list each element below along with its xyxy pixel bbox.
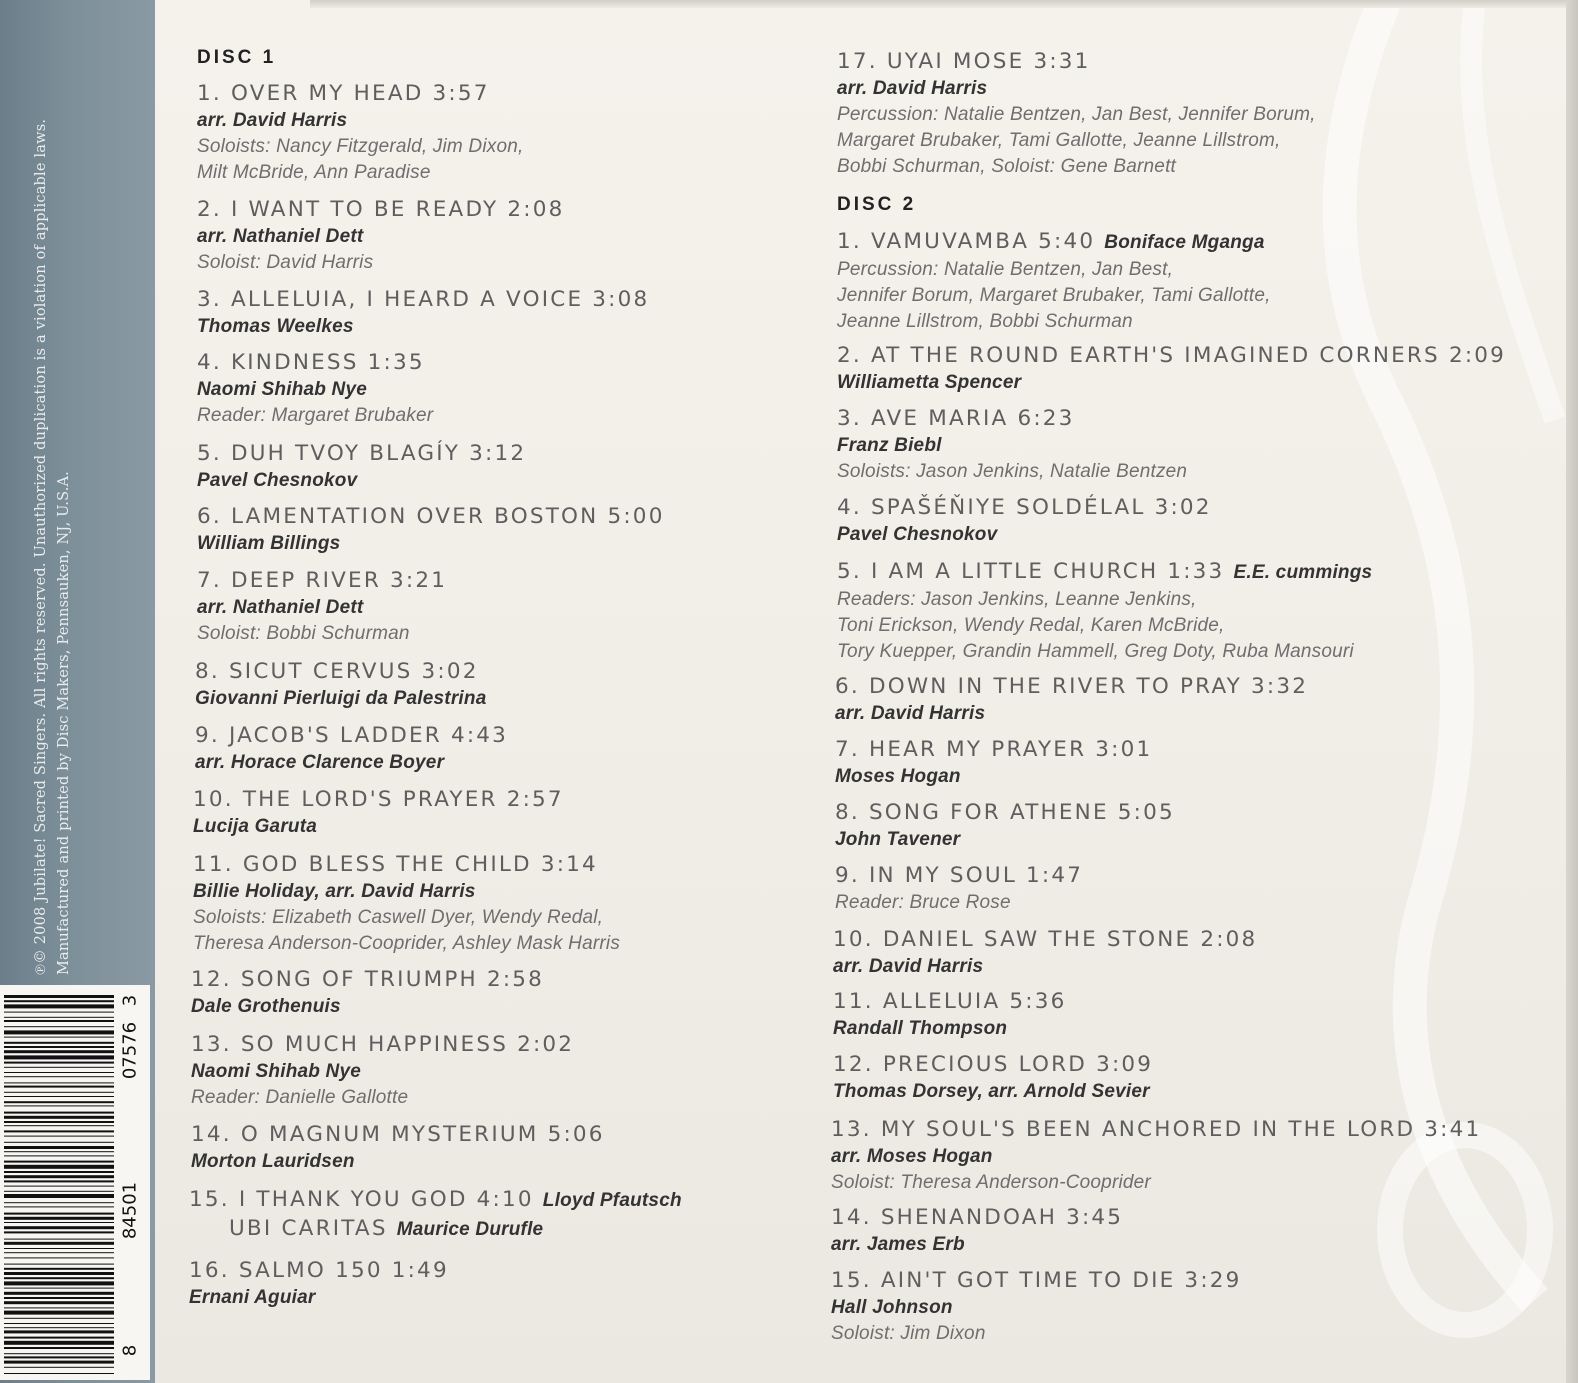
barcode-bar <box>4 1121 114 1123</box>
track-credit: Toni Erickson, Wendy Redal, Karen McBride, <box>837 615 1225 636</box>
track-title <box>189 1186 682 1215</box>
track-composer: Lloyd Pfautsch <box>542 1190 682 1211</box>
track-item <box>197 196 564 276</box>
barcode-bar <box>4 1125 114 1126</box>
track-composer: Thomas Dorsey, arr. Arnold Sevier <box>833 1081 1150 1102</box>
barcode-bar <box>4 1264 114 1265</box>
barcode-bar <box>4 1337 114 1339</box>
track-credit: Soloist: David Harris <box>197 252 374 273</box>
track-item <box>191 1031 574 1111</box>
barcode-bar <box>4 1252 114 1253</box>
track-composer: arr. David Harris <box>197 110 348 131</box>
track-composer: Pavel Chesnokov <box>837 524 998 545</box>
track-credit: Reader: Margaret Brubaker <box>197 405 434 426</box>
track-credit: Soloists: Jason Jenkins, Natalie Bentzen <box>837 461 1188 482</box>
track-item <box>193 851 620 957</box>
barcode-bar <box>4 1281 114 1285</box>
barcode-bar <box>4 1101 114 1103</box>
barcode-bar <box>4 1161 114 1163</box>
track-item <box>835 862 1083 916</box>
track-composer: Naomi Shihab Nye <box>191 1061 362 1082</box>
track-title: 5. DUH TVOY BLAGÍY 3:12 <box>197 441 527 466</box>
track-title: 12. PRECIOUS LORD 3:09 <box>833 1052 1154 1077</box>
track-composer: arr. David Harris <box>835 703 986 724</box>
track-composer: Maurice Durufle <box>396 1219 544 1240</box>
track-composer: arr. David Harris <box>837 78 988 99</box>
barcode-bar <box>4 1030 114 1034</box>
track-credit: Reader: Danielle Gallotte <box>191 1087 409 1108</box>
barcode-bar <box>4 1004 114 1008</box>
track-title: 10. DANIEL SAW THE STONE 2:08 <box>833 927 1258 952</box>
track-credit: Soloists: Elizabeth Caswell Dyer, Wendy Redal, <box>193 907 604 928</box>
track-item <box>197 440 526 494</box>
track-composer: Randall Thompson <box>833 1018 1008 1039</box>
manufacturer-line: Manufactured and printed by Disc Makers, Pennsauken, NJ, U.S.A. <box>56 471 72 975</box>
track-title: 4. KINDNESS 1:35 <box>197 350 425 375</box>
track-item <box>189 1186 682 1244</box>
track-item <box>197 349 433 429</box>
track-title: 13. MY SOUL'S BEEN ANCHORED IN THE LORD 3:41 <box>831 1117 1482 1142</box>
track-title: 7. HEAR MY PRAYER 3:01 <box>835 737 1153 762</box>
track-composer: Ernani Aguiar <box>189 1287 316 1308</box>
track-composer: Billie Holiday, arr. David Harris <box>193 881 476 902</box>
track-credit: Reader: Bruce Rose <box>835 892 1011 913</box>
track-composer: arr. Horace Clarence Boyer <box>195 752 445 773</box>
barcode-bar <box>4 1268 114 1270</box>
barcode-bar <box>4 1242 114 1245</box>
barcode-bar <box>4 1277 114 1279</box>
barcode-bar <box>4 1076 114 1077</box>
track-credit: Percussion: Natalie Bentzen, Jan Best, Jennifer Borum, <box>837 104 1316 125</box>
barcode-digit-group: 3 <box>119 994 141 1007</box>
track-composer: arr. Nathaniel Dett <box>197 226 364 247</box>
disc-heading: DISC 2 <box>837 194 917 215</box>
barcode-bar <box>4 1361 114 1364</box>
track-composer: arr. Moses Hogan <box>831 1146 993 1167</box>
track-title: 11. GOD BLESS THE CHILD 3:14 <box>193 852 598 877</box>
barcode-bar <box>4 1231 114 1233</box>
barcode-bars <box>4 995 114 1375</box>
track-composer: Williametta Spencer <box>837 372 1022 393</box>
copyright-line: ℗© 2008 Jubilate! Sacred Singers. All rights reserved. Unauthorized duplication is a violation of applicable laws. <box>33 118 49 975</box>
track-item <box>837 405 1187 485</box>
track-item <box>837 342 1506 396</box>
track-composer: William Billings <box>197 533 341 554</box>
barcode-bar <box>4 1202 114 1203</box>
track-title: 11. ALLELUIA 5:36 <box>833 989 1067 1014</box>
track-item <box>833 1051 1153 1105</box>
track-item <box>197 80 523 186</box>
barcode-bar <box>4 1042 114 1044</box>
barcode-bar <box>4 1341 114 1345</box>
track-title: 6. DOWN IN THE RIVER TO PRAY 3:32 <box>835 674 1309 699</box>
disc-heading: DISC 1 <box>197 47 277 68</box>
barcode-bar <box>4 1130 114 1132</box>
track-item <box>835 673 1308 727</box>
track-item <box>197 503 665 557</box>
track-item <box>195 722 508 776</box>
barcode-digits <box>118 985 148 1380</box>
track-credit: Readers: Jason Jenkins, Leanne Jenkins, <box>837 589 1197 610</box>
track-credit: Soloists: Nancy Fitzgerald, Jim Dixon, <box>197 136 524 157</box>
barcode-bar <box>4 1026 114 1027</box>
track-title: 3. ALLELUIA, I HEARD A VOICE 3:08 <box>197 287 650 312</box>
track-credit: Milt McBride, Ann Paradise <box>197 162 431 183</box>
barcode-bar <box>4 1327 114 1328</box>
barcode-bar <box>4 1171 114 1173</box>
track-composer: Morton Lauridsen <box>191 1151 355 1172</box>
barcode-bar <box>4 1307 114 1308</box>
track-title: 4. SPAŠÉŇIYE SOLDÉLAL 3:02 <box>837 495 1212 520</box>
track-credit: Margaret Brubaker, Tami Gallotte, Jeanne Lillstrom, <box>837 130 1281 151</box>
barcode-bar <box>4 1092 114 1093</box>
track-item <box>831 1204 1123 1258</box>
track-subtitle-text: UBI CARITAS <box>229 1216 388 1241</box>
track-title: 9. IN MY SOUL 1:47 <box>835 863 1084 888</box>
barcode-bar <box>4 1248 114 1249</box>
barcode-bar <box>4 1191 114 1192</box>
track-title <box>837 558 1372 587</box>
track-title-text: 5. I AM A LITTLE CHURCH 1:33 <box>837 559 1225 584</box>
barcode-bar <box>4 1155 114 1156</box>
barcode-digit-group: 8 <box>119 1344 141 1357</box>
track-title: 13. SO MUCH HAPPINESS 2:02 <box>191 1032 575 1057</box>
barcode-bar <box>4 1353 114 1354</box>
barcode-bar <box>4 1180 114 1182</box>
track-credit: Theresa Anderson-Cooprider, Ashley Mask Harris <box>193 933 621 954</box>
barcode-bar <box>4 1046 114 1048</box>
track-subtitle <box>189 1215 682 1244</box>
barcode-bar <box>4 1020 114 1022</box>
barcode-bar <box>4 1222 114 1223</box>
track-item <box>833 988 1066 1042</box>
barcode <box>0 985 150 1380</box>
barcode-bar <box>4 1217 114 1220</box>
barcode-bar <box>4 1146 114 1149</box>
barcode-bar <box>4 1012 114 1013</box>
case-edge <box>1566 0 1578 1383</box>
barcode-bar <box>4 1213 114 1215</box>
track-item <box>831 1267 1242 1347</box>
barcode-bar <box>4 1330 114 1333</box>
track-item <box>193 786 564 840</box>
track-title: 12. SONG OF TRIUMPH 2:58 <box>191 967 545 992</box>
track-title: 16. SALMO 150 1:49 <box>189 1258 449 1283</box>
track-credit: Jennifer Borum, Margaret Brubaker, Tami Gallotte, <box>837 285 1271 306</box>
track-composer: Hall Johnson <box>831 1297 953 1318</box>
barcode-bar <box>4 1055 114 1059</box>
track-item <box>837 558 1372 665</box>
barcode-bar <box>4 1096 114 1097</box>
barcode-bar <box>4 1373 114 1374</box>
track-composer: arr. David Harris <box>833 956 984 977</box>
barcode-bar <box>4 995 114 998</box>
track-credit: Percussion: Natalie Bentzen, Jan Best, <box>837 259 1174 280</box>
barcode-bar <box>4 1165 114 1169</box>
track-title: 17. UYAI MOSE 3:31 <box>837 49 1091 74</box>
track-composer: Lucija Garuta <box>193 816 318 837</box>
track-item <box>833 926 1257 980</box>
barcode-bar <box>4 1226 114 1229</box>
track-item <box>835 736 1152 790</box>
track-title: 2. I WANT TO BE READY 2:08 <box>197 197 565 222</box>
track-composer: Boniface Mganga <box>1104 232 1265 253</box>
track-title: 1. OVER MY HEAD 3:57 <box>197 81 490 106</box>
barcode-bar <box>4 1323 114 1324</box>
track-item <box>831 1116 1481 1196</box>
barcode-bar <box>4 1318 114 1319</box>
track-composer: John Tavener <box>835 829 961 850</box>
barcode-bar <box>4 1072 114 1073</box>
track-title: 9. JACOB'S LADDER 4:43 <box>195 723 509 748</box>
barcode-bar <box>4 1116 114 1119</box>
track-item <box>191 966 544 1020</box>
barcode-bar <box>4 1292 114 1295</box>
track-title: 8. SONG FOR ATHENE 5:05 <box>835 800 1175 825</box>
barcode-bar <box>4 1272 114 1275</box>
barcode-bar <box>4 1037 114 1038</box>
barcode-bar <box>4 1142 114 1143</box>
track-title: 10. THE LORD'S PRAYER 2:57 <box>193 787 564 812</box>
track-credit: Bobbi Schurman, Soloist: Gene Barnett <box>837 156 1177 177</box>
track-composer: Giovanni Pierluigi da Palestrina <box>195 688 487 709</box>
barcode-bar <box>4 1082 114 1083</box>
barcode-bar <box>4 1000 114 1002</box>
barcode-bar <box>4 1017 114 1018</box>
track-composer: Naomi Shihab Nye <box>197 379 368 400</box>
barcode-bar <box>4 1257 114 1258</box>
track-composer: Moses Hogan <box>835 766 961 787</box>
track-title: 8. SICUT CERVUS 3:02 <box>195 659 479 684</box>
barcode-bar <box>4 1206 114 1207</box>
barcode-digit-group: 07576 <box>119 1021 141 1080</box>
barcode-bar <box>4 1311 114 1315</box>
track-title <box>837 228 1271 257</box>
barcode-bar <box>4 1175 114 1178</box>
barcode-bar <box>4 1186 114 1187</box>
track-item <box>835 799 1175 853</box>
track-title: 7. DEEP RIVER 3:21 <box>197 568 448 593</box>
track-composer: arr. Nathaniel Dett <box>197 597 364 618</box>
barcode-digit-group: 84501 <box>119 1181 141 1240</box>
track-composer: Pavel Chesnokov <box>197 470 358 491</box>
track-credit: Tory Kuepper, Grandin Hammell, Greg Doty, Ruba Mansouri <box>837 641 1354 662</box>
track-item <box>195 658 486 712</box>
barcode-bar <box>4 1151 114 1152</box>
track-item <box>197 286 649 340</box>
barcode-bar <box>4 1288 114 1289</box>
track-composer: Franz Biebl <box>837 435 942 456</box>
copyright-notice <box>30 15 110 975</box>
track-credit: Soloist: Bobbi Schurman <box>197 623 410 644</box>
track-item <box>189 1257 449 1311</box>
track-title-text: 1. VAMUVAMBA 5:40 <box>837 229 1096 254</box>
track-title-text: 15. I THANK YOU GOD 4:10 <box>189 1187 534 1212</box>
barcode-bar <box>4 1136 114 1137</box>
track-title: 2. AT THE ROUND EARTH'S IMAGINED CORNERS 2:09 <box>837 343 1507 368</box>
track-item <box>837 494 1212 548</box>
track-composer: Thomas Weelkes <box>197 316 354 337</box>
track-item <box>837 228 1271 335</box>
track-title: 3. AVE MARIA 6:23 <box>837 406 1075 431</box>
barcode-bar <box>4 1105 114 1106</box>
barcode-bar <box>4 1367 114 1368</box>
track-title: 6. LAMENTATION OVER BOSTON 5:00 <box>197 504 665 529</box>
top-edge <box>310 0 1578 8</box>
track-credit: Soloist: Jim Dixon <box>831 1323 986 1344</box>
track-title: 14. SHENANDOAH 3:45 <box>831 1205 1124 1230</box>
barcode-bar <box>4 1067 114 1068</box>
barcode-bar <box>4 1112 114 1114</box>
barcode-bar <box>4 1239 114 1240</box>
barcode-bar <box>4 1356 114 1358</box>
barcode-bar <box>4 1062 114 1064</box>
track-item <box>837 48 1316 180</box>
barcode-bar <box>4 1297 114 1299</box>
track-composer: E.E. cummings <box>1233 562 1373 583</box>
track-item <box>197 567 447 647</box>
barcode-bar <box>4 1194 114 1198</box>
track-composer: Dale Grothenuis <box>191 996 341 1017</box>
barcode-bar <box>4 1086 114 1088</box>
track-credit: Jeanne Lillstrom, Bobbi Schurman <box>837 311 1133 332</box>
track-composer: arr. James Erb <box>831 1234 965 1255</box>
barcode-bar <box>4 1301 114 1304</box>
barcode-bar <box>4 1347 114 1349</box>
track-title: 15. AIN'T GOT TIME TO DIE 3:29 <box>831 1268 1242 1293</box>
track-item <box>191 1121 605 1175</box>
track-title: 14. O MAGNUM MYSTERIUM 5:06 <box>191 1122 605 1147</box>
track-credit: Soloist: Theresa Anderson-Cooprider <box>831 1172 1151 1193</box>
barcode-bar <box>4 1050 114 1053</box>
